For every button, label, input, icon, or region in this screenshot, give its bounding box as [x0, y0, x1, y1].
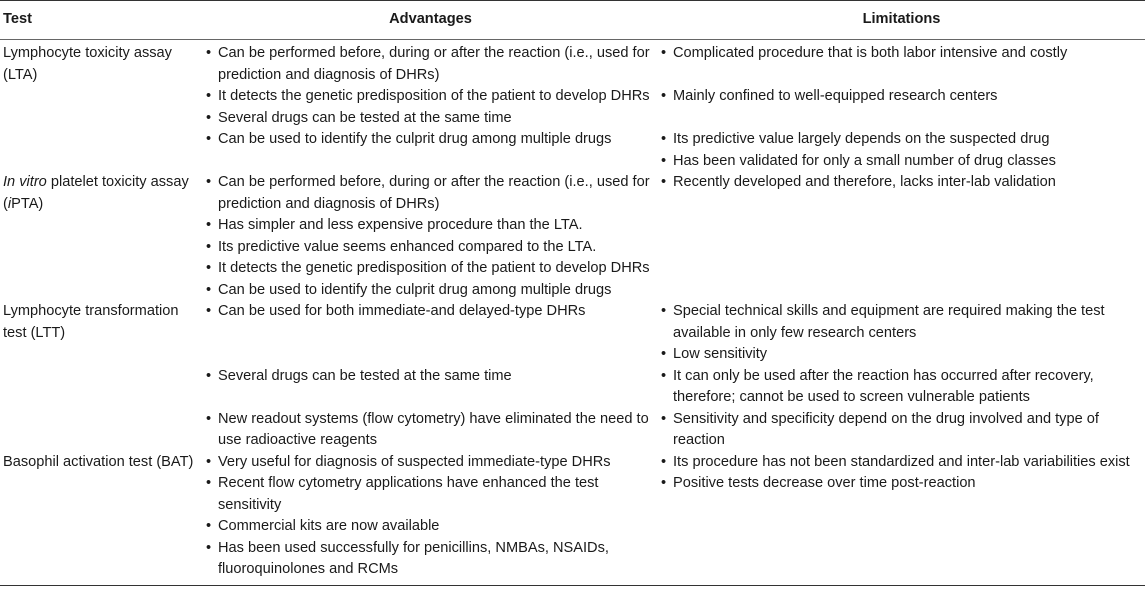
advantages-cell: [203, 40, 658, 173]
limitation-item: • Its procedure has not been standardized and inter-lab variabilities exist: [658, 452, 1139, 474]
table-row: [0, 172, 1145, 301]
test-name-lta: Lymphocyte toxicity assay (LTA): [3, 45, 172, 83]
limitation-item: • It can only be used after the reaction has occurred after recovery, therefore; cannot be used to screen vulnerable patients: [658, 366, 1139, 409]
limitations-cell: [658, 452, 1145, 586]
header-test: Test: [0, 1, 203, 40]
advantage-item: • New readout systems (flow cytometry) have eliminated the need to use radioactive reagents: [203, 409, 652, 452]
limitation-item: • Low sensitivity: [658, 344, 1139, 366]
limitations-cell: [658, 40, 1145, 173]
advantage-item: • Can be used for both immediate-and delayed-type DHRs: [203, 301, 652, 366]
test-name-bat: Basophil activation test (BAT): [0, 452, 203, 586]
test-name-part: PTA): [11, 195, 44, 212]
advantage-item: • Recent flow cytometry applications have enhanced the test sensitivity: [203, 473, 652, 516]
advantages-cell: [203, 452, 658, 586]
limitation-item: • Recently developed and therefore, lacks inter-lab validation: [658, 172, 1139, 194]
advantage-item: • Has been used successfully for penicillins, NMBAs, NSAIDs, fluoroquinolones and RCMs: [203, 538, 652, 581]
advantage-item: • Very useful for diagnosis of suspected immediate-type DHRs: [203, 452, 652, 474]
limitations-cell: [658, 301, 1145, 452]
advantage-item: • Can be performed before, during or after the reaction (i.e., used for prediction and diagnosis of DHRs): [203, 172, 652, 215]
test-name-part: i: [7, 195, 12, 212]
advantages-cell: [203, 301, 658, 452]
advantage-item: • Several drugs can be tested at the same time: [203, 108, 652, 130]
test-name-part: platelet toxicity assay (: [3, 174, 189, 212]
table-row: [0, 301, 1145, 452]
advantage-item: • Can be used to identify the culprit drug among multiple drugs: [203, 129, 652, 151]
advantage-item: • Its predictive value seems enhanced compared to the LTA.: [203, 237, 652, 259]
test-name-part: In vitro: [3, 174, 47, 190]
advantage-item: • It detects the genetic predisposition of the patient to develop DHRs: [203, 86, 652, 108]
table-row: [0, 452, 1145, 586]
advantage-item: • Several drugs can be tested at the same time: [203, 366, 652, 409]
limitation-item: • Its predictive value largely depends on the suspected drug: [658, 129, 1139, 151]
limitation-item: • Sensitivity and specificity depend on the drug involved and type of reaction: [658, 409, 1139, 452]
limitations-cell: [658, 172, 1145, 301]
header-advantages: Advantages: [203, 1, 658, 40]
advantage-item: • Can be used to identify the culprit drug among multiple drugs: [203, 280, 652, 302]
advantage-item: • It detects the genetic predisposition of the patient to develop DHRs: [203, 258, 652, 280]
advantage-item: • Can be performed before, during or after the reaction (i.e., used for prediction and diagnosis of DHRs): [203, 43, 652, 86]
advantage-item: • Has simpler and less expensive procedure than the LTA.: [203, 215, 652, 237]
header-row: [0, 1, 1145, 40]
advantages-cell: [203, 172, 658, 301]
limitation-item: • Mainly confined to well-equipped research centers: [658, 86, 1139, 129]
limitation-item: • Complicated procedure that is both labor intensive and costly: [658, 43, 1139, 86]
test-name-ltt: Lymphocyte transformation test (LTT): [3, 303, 179, 341]
limitation-item: • Special technical skills and equipment are required making the test available in only few research centers: [658, 301, 1139, 344]
test-name-ipta: [0, 172, 203, 301]
limitation-item: • Positive tests decrease over time post-reaction: [658, 473, 1139, 495]
advantage-item: • Commercial kits are now available: [203, 516, 652, 538]
table-row: [0, 40, 1145, 173]
limitation-item: • Has been validated for only a small number of drug classes: [658, 151, 1139, 173]
header-limitations: Limitations: [658, 1, 1145, 40]
